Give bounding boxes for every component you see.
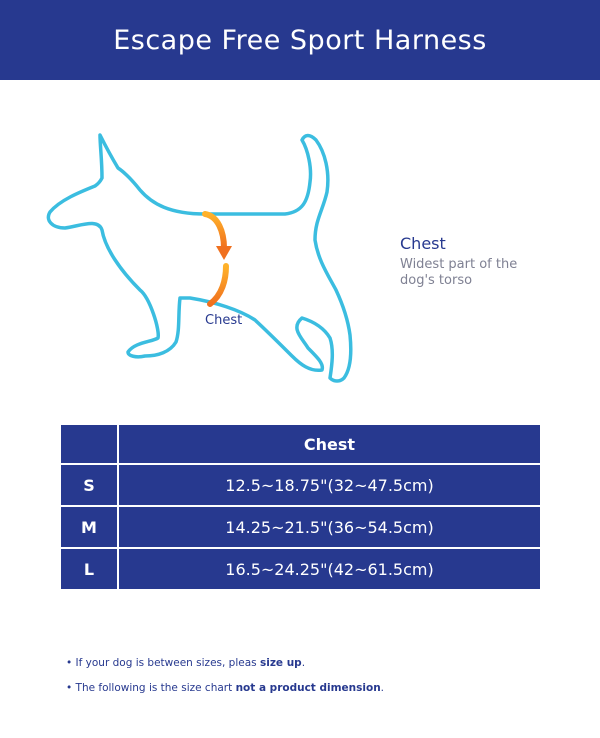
size-cell: L (60, 548, 118, 590)
note-emphasis: not a product dimension (235, 682, 381, 694)
note-item (66, 657, 384, 669)
header-banner (0, 0, 600, 80)
dog-outline-icon (40, 120, 370, 400)
chest-cell: 14.25~21.5"(36~54.5cm) (118, 506, 541, 548)
size-cell: S (60, 464, 118, 506)
dog-diagram (40, 120, 370, 400)
note-text: • The following is the size chart (66, 682, 236, 694)
table-header-chest: Chest (118, 424, 541, 464)
table-header-size (60, 424, 118, 464)
page-title: Escape Free Sport Harness (113, 24, 487, 56)
diagram-chest-label: Chest (205, 313, 243, 328)
note-item (66, 682, 384, 694)
note-suffix: . (380, 682, 385, 694)
note-emphasis: size up (259, 657, 302, 669)
table-header-row (60, 424, 541, 464)
notes (66, 657, 384, 707)
table-row (60, 464, 541, 506)
table-row (60, 506, 541, 548)
table-row (60, 548, 541, 590)
chest-cell: 16.5~24.25"(42~61.5cm) (118, 548, 541, 590)
legend-title: Chest (400, 234, 446, 253)
legend-description: Widest part of the dog's torso (400, 257, 518, 288)
note-text: • If your dog is between sizes, pleas (66, 657, 260, 669)
size-table (59, 423, 542, 591)
chest-cell: 12.5~18.75"(32~47.5cm) (118, 464, 541, 506)
size-cell: M (60, 506, 118, 548)
legend (400, 234, 580, 289)
note-suffix: . (301, 657, 306, 669)
